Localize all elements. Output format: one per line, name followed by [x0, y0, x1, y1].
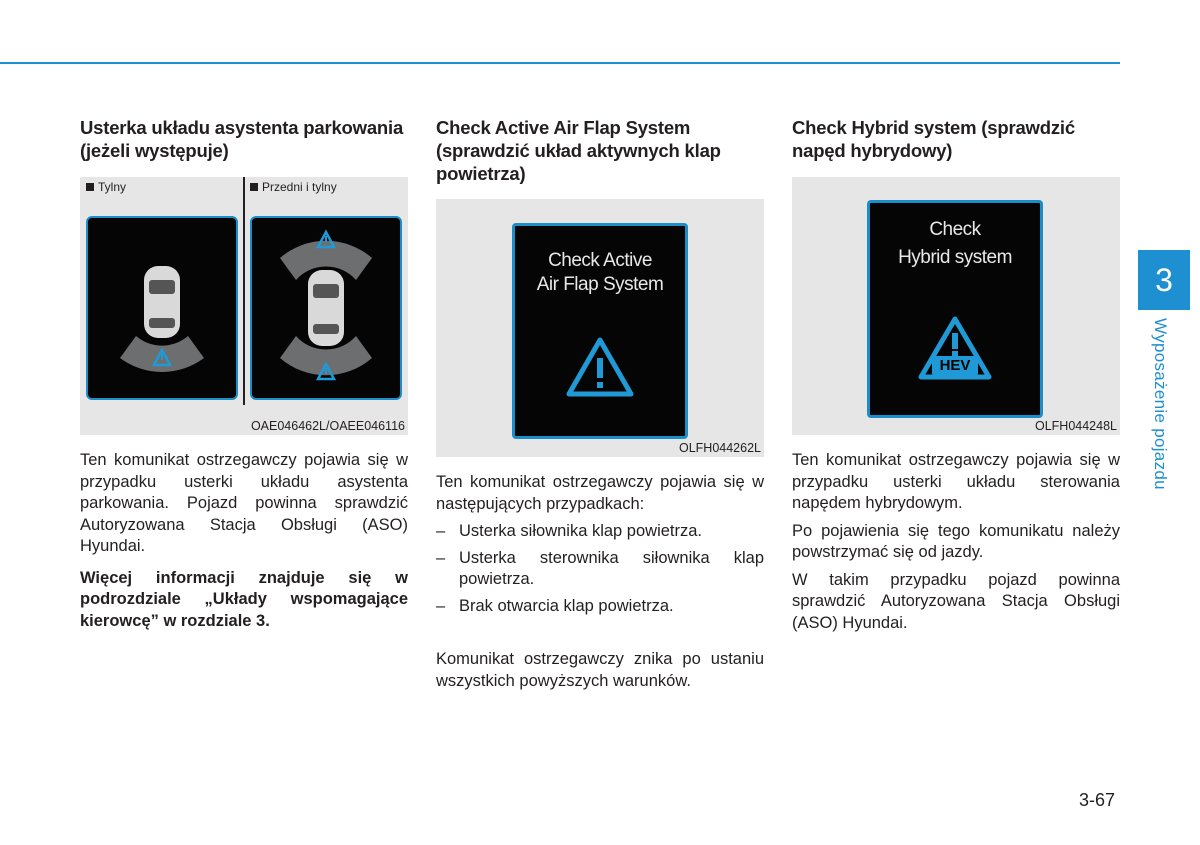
figure-divider: [243, 177, 245, 405]
bullet-square-icon: [86, 183, 94, 191]
parking-front-rear-car-icon: [252, 218, 400, 398]
display-line1: Check: [929, 219, 981, 240]
column-air-flap: [436, 116, 764, 185]
display-line1: Check Active: [548, 250, 652, 271]
column-air-flap-text: [436, 472, 764, 692]
parking-rear-car-icon: [88, 218, 236, 398]
label-rear: Tylny: [86, 180, 126, 194]
paragraph: Ten komunikat ostrzegawczy pojawia się w następujących przypadkach:: [436, 473, 764, 513]
display-line2: Hybrid system: [898, 247, 1012, 268]
chapter-title: Wyposażenie pojazdu: [1151, 318, 1170, 490]
column-parking-assist-text: [80, 450, 408, 632]
column-parking-assist: [80, 116, 408, 162]
paragraph: W takim przypadku pojazd powinna sprawdzić Autoryzowana Stacja Obsługi (ASO) Hyundai.: [792, 570, 1120, 632]
paragraph: Po pojawienia się tego komunikatu należy powstrzymać się od jazdy.: [792, 521, 1120, 561]
paragraph-bold: Więcej informacji znajduje się w podrozdziale „Układy wspomagające kierowcę” w rozdziale 3.: [80, 568, 408, 630]
chapter-tab: 3: [1138, 250, 1190, 310]
hev-label: HEV: [932, 356, 978, 376]
bullet-square-icon: [250, 183, 258, 191]
figure-air-flap: [436, 199, 764, 457]
display-rear: [86, 216, 238, 400]
figure-hybrid: [792, 177, 1120, 435]
section-heading: Check Hybrid system (sprawdzić napęd hybrydowy): [792, 117, 1075, 161]
warning-triangle-icon: [565, 336, 635, 398]
display-line2: Air Flap System: [536, 274, 664, 295]
display-air-flap: [512, 223, 688, 439]
figure-parking-assist: [80, 177, 408, 435]
list-item: – Usterka siłownika klap powietrza.: [436, 522, 703, 540]
label-front-rear: Przedni i tylny: [250, 180, 337, 194]
paragraph: Komunikat ostrzegawczy znika po ustaniu wszystkich powyższych warunków.: [436, 650, 764, 690]
section-heading: Check Active Air Flap System (sprawdzić układ aktywnych klap powietrza): [436, 117, 721, 184]
display-hybrid: [867, 200, 1043, 418]
paragraph: Ten komunikat ostrzegawczy pojawia się w przypadku usterki układu sterowania napędem hybrydowym.: [792, 451, 1120, 512]
list-item: – Brak otwarcia klap powietrza.: [436, 596, 674, 615]
figure-code: OLFH044248L: [1034, 419, 1117, 433]
page-number: 3-67: [1079, 790, 1116, 810]
column-hybrid: [792, 116, 1120, 162]
list-item: – Usterka sterownika siłownika klap powietrza.: [436, 548, 764, 588]
section-heading: Usterka układu asystenta parkowania (jeżeli występuje): [80, 117, 404, 161]
paragraph: Ten komunikat ostrzegawczy pojawia się w przypadku usterki układu asystenta parkowania. Pojazd powinna sprawdzić Autoryzowana Stacja Obsługi (ASO) Hyundai.: [80, 451, 408, 555]
display-front-rear: [250, 216, 402, 400]
header-rule: [0, 62, 1120, 64]
figure-code: OLFH044262L: [678, 441, 761, 455]
figure-code: OAE046462L/OAEE046116: [250, 419, 405, 433]
column-hybrid-text: [792, 450, 1120, 634]
